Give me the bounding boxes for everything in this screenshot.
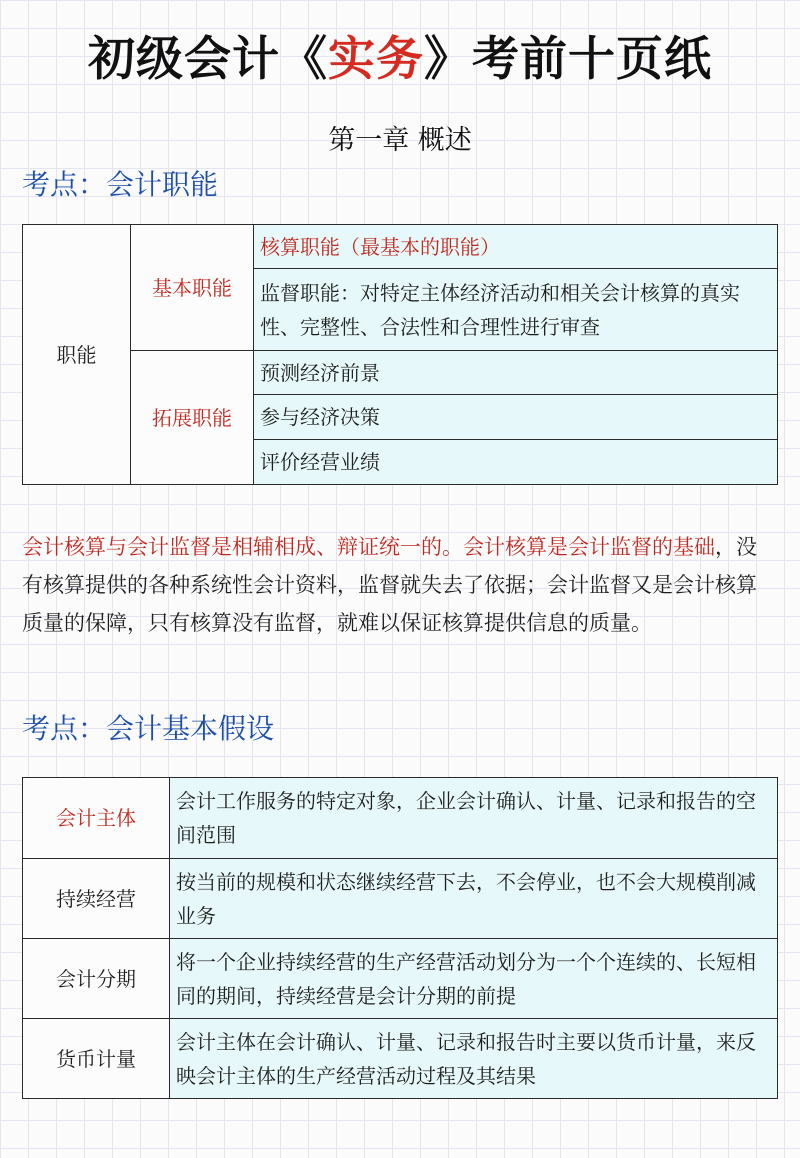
chapter-heading: 第一章 概述 bbox=[328, 125, 472, 156]
assumption-desc-entity: 会计工作服务的特定对象，企业会计确认、计量、记录和报告的空间范围 bbox=[170, 778, 778, 859]
paragraph-body: ，没有核算提供的各种系统性会计资料，监督就失去了依据；会计监督又是会计核算质量的保障，只有核算没有监督，就难以保证核算提供信息的质量。 bbox=[22, 535, 757, 635]
assumptions-table bbox=[22, 777, 778, 1099]
title-accent: 实务 bbox=[328, 32, 424, 87]
assumption-key-monetary: 货币计量 bbox=[23, 1019, 170, 1099]
paragraph-highlight: 会计核算与会计监督是相辅相成、辩证统一的。会计核算是会计监督的基础 bbox=[22, 535, 715, 559]
function-item-decision: 参与经济决策 bbox=[254, 395, 778, 440]
assumption-key-going-concern: 持续经营 bbox=[23, 859, 170, 939]
functions-table bbox=[22, 224, 778, 485]
function-item-evaluation: 评价经营业绩 bbox=[254, 440, 778, 485]
basic-functions-label: 基本职能 bbox=[131, 225, 254, 351]
section-heading-basic-assumptions: 考点：会计基本假设 bbox=[22, 712, 275, 745]
functions-explanation-paragraph bbox=[22, 528, 772, 642]
page-title bbox=[0, 22, 800, 89]
function-item-accounting: 核算职能（最基本的职能） bbox=[254, 225, 778, 269]
assumption-key-periodicity: 会计分期 bbox=[23, 939, 170, 1019]
extended-functions-label: 拓展职能 bbox=[131, 351, 254, 485]
functions-main-label: 职能 bbox=[23, 225, 131, 485]
function-item-forecast: 预测经济前景 bbox=[254, 351, 778, 395]
assumption-desc-going-concern: 按当前的规模和状态继续经营下去，不会停业，也不会大规模削减业务 bbox=[170, 859, 778, 939]
title-prefix: 初级会计《 bbox=[88, 32, 328, 87]
function-item-supervision: 监督职能：对特定主体经济活动和相关会计核算的真实性、完整性、合法性和合理性进行审查 bbox=[254, 269, 778, 351]
assumption-desc-monetary: 会计主体在会计确认、计量、记录和报告时主要以货币计量，来反映会计主体的生产经营活动过程及其结果 bbox=[170, 1019, 778, 1099]
assumption-key-entity: 会计主体 bbox=[23, 778, 170, 859]
title-suffix: 》考前十页纸 bbox=[424, 32, 712, 87]
section-heading-accounting-functions: 考点：会计职能 bbox=[22, 168, 219, 201]
assumption-desc-periodicity: 将一个企业持续经营的生产经营活动划分为一个个连续的、长短相同的期间，持续经营是会计分期的前提 bbox=[170, 939, 778, 1019]
